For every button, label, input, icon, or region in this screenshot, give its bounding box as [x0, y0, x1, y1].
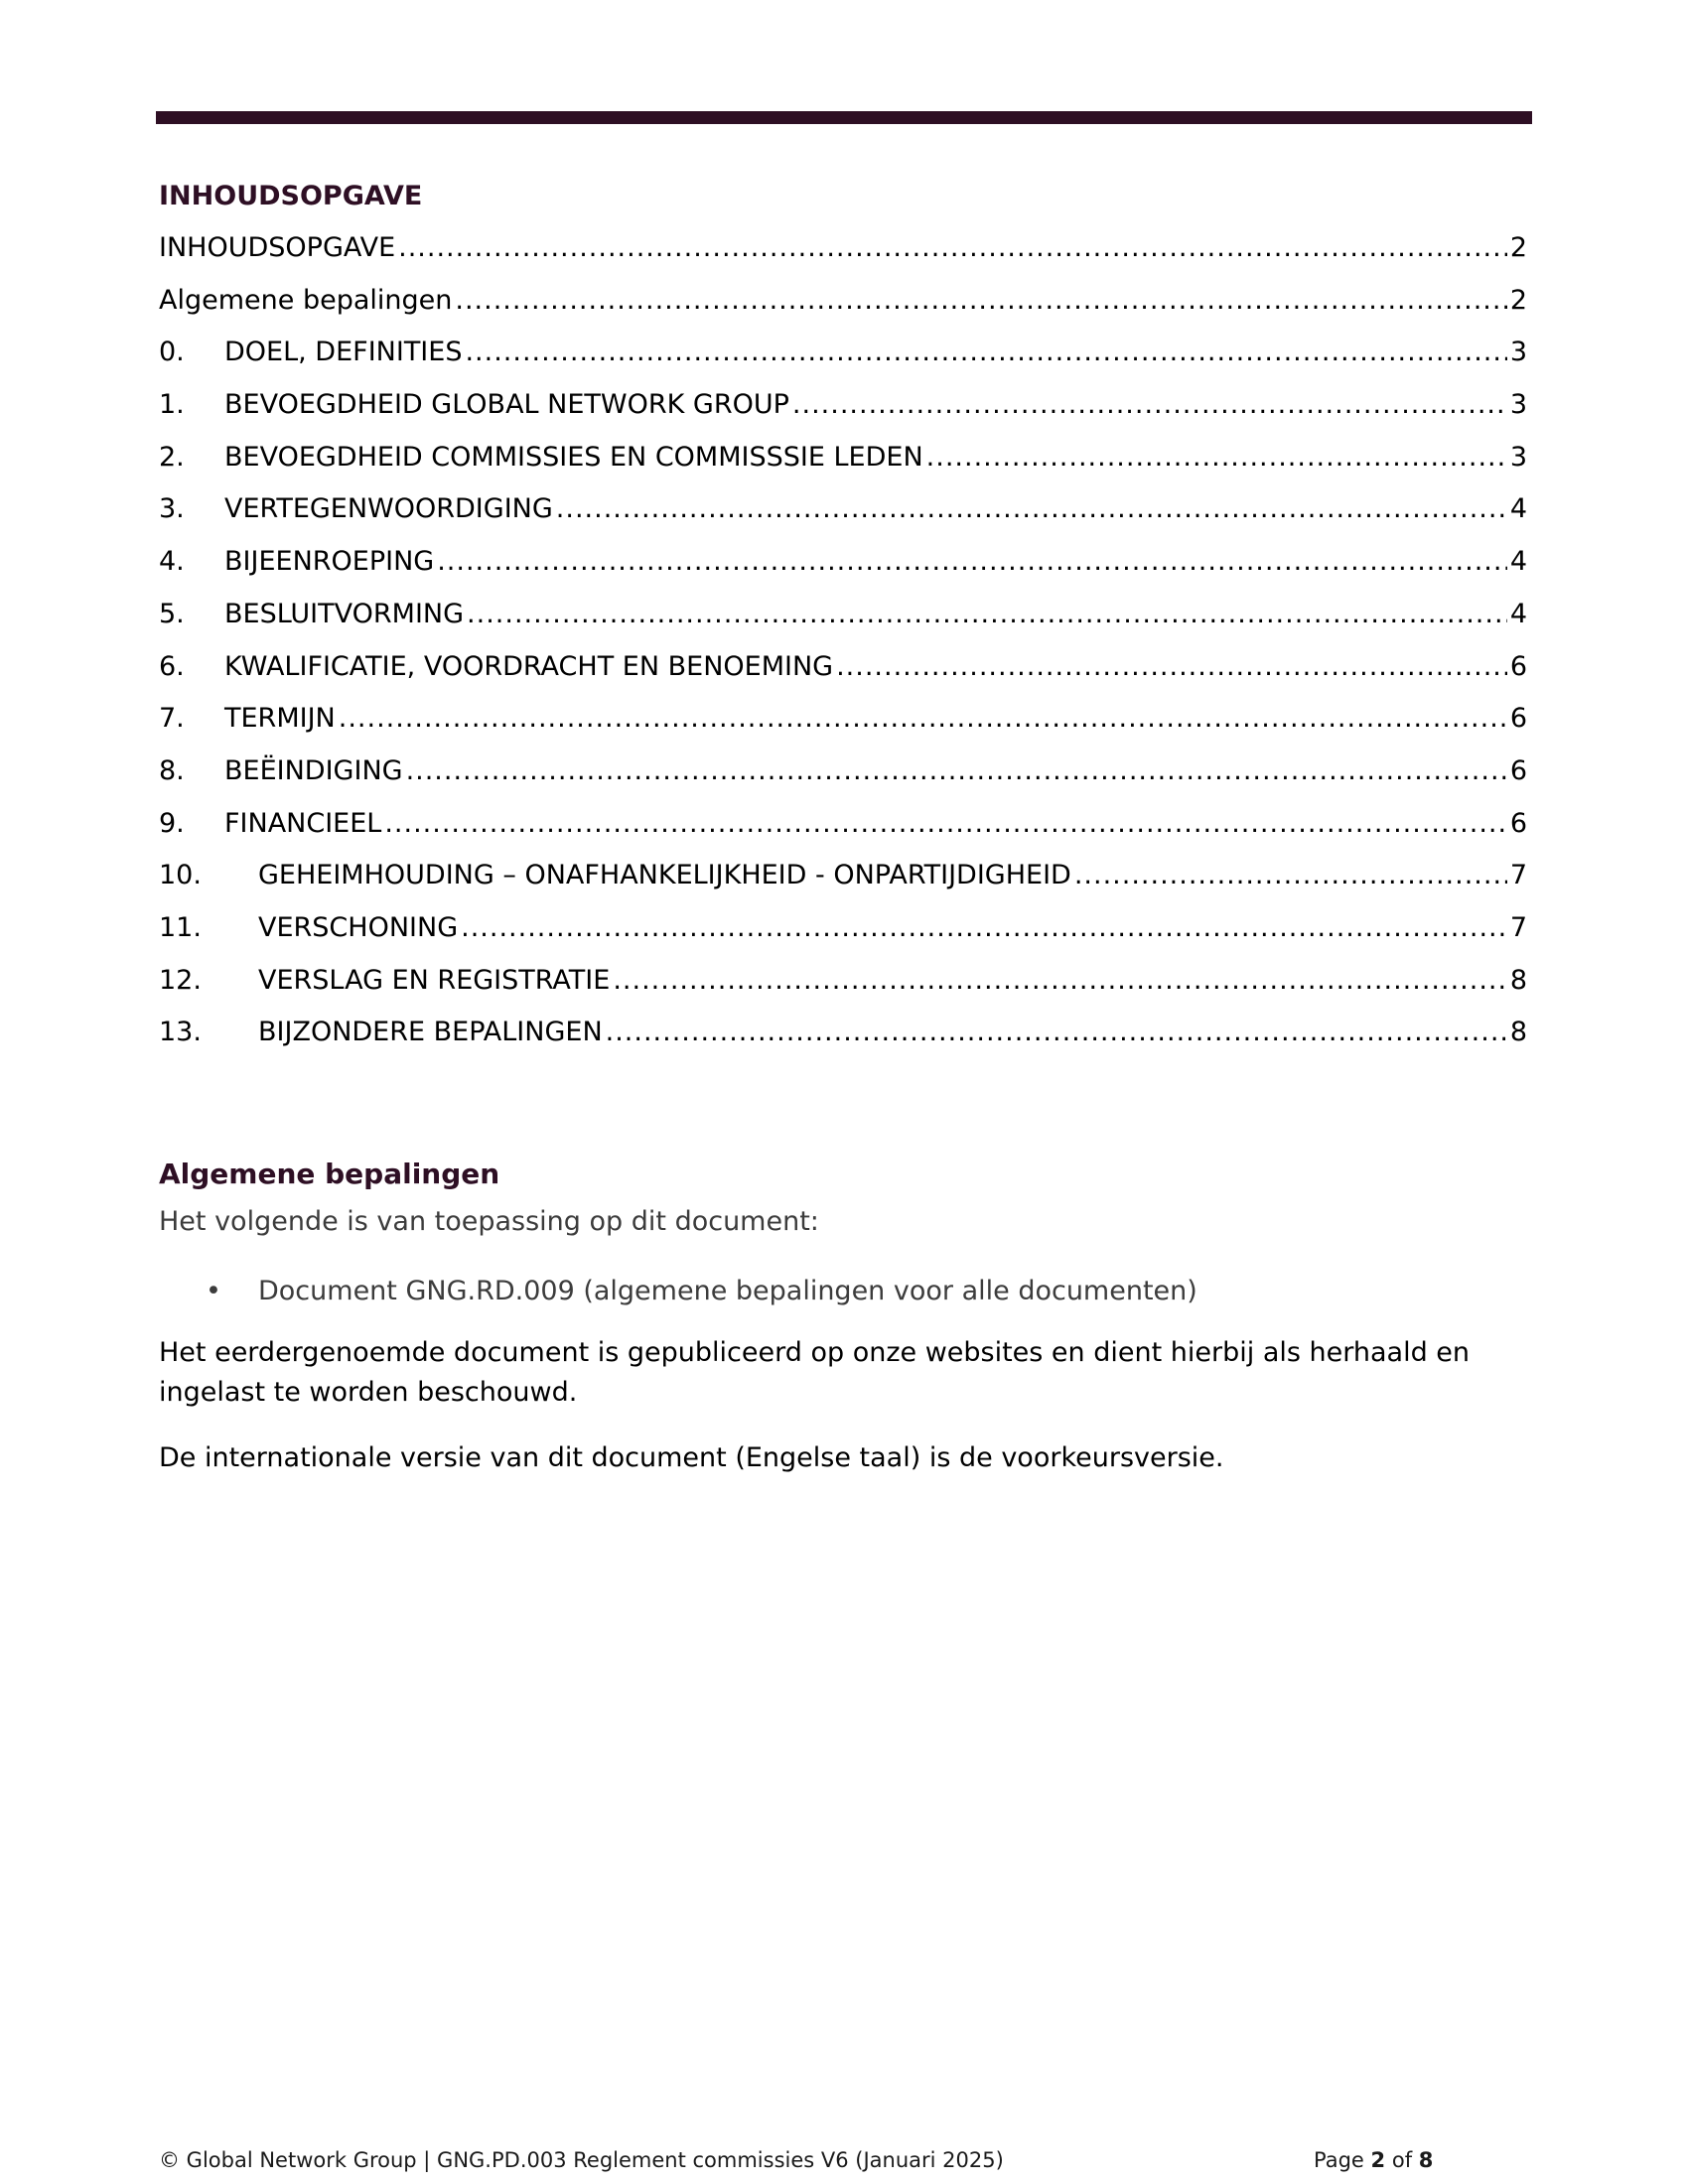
toc-entry-page: 4	[1509, 546, 1527, 578]
section-intro: Het volgende is van toepassing op dit document:	[159, 1206, 819, 1237]
toc-dot-leader	[455, 281, 1506, 321]
table-of-contents	[159, 228, 1527, 1065]
toc-entry-title: INHOUDSOPGAVE	[159, 232, 396, 263]
footer-page-current: 2	[1370, 2148, 1386, 2172]
toc-entry[interactable]	[159, 438, 1527, 490]
toc-dot-leader	[606, 1013, 1507, 1052]
toc-entry-title: Algemene bepalingen	[159, 284, 453, 316]
toc-entry[interactable]	[159, 333, 1527, 385]
toc-entry-number: 4.	[159, 546, 185, 578]
toc-entry-page: 3	[1509, 337, 1527, 368]
toc-entry[interactable]	[159, 489, 1527, 542]
toc-entry[interactable]	[159, 542, 1527, 595]
toc-entry-title: TERMIJN	[224, 703, 336, 735]
toc-entry[interactable]	[159, 385, 1527, 438]
toc-dot-leader	[461, 908, 1507, 948]
toc-entry-number: 6.	[159, 650, 185, 682]
toc-entry[interactable]	[159, 228, 1527, 281]
toc-entry-number: 1.	[159, 389, 185, 421]
toc-entry-number: 0.	[159, 337, 185, 368]
toc-entry-number: 12.	[159, 964, 202, 996]
toc-entry[interactable]	[159, 647, 1527, 700]
toc-entry-title: FINANCIEEL	[224, 807, 382, 839]
list-item	[159, 1272, 1527, 1311]
bullet-text: Document GNG.RD.009 (algemene bepalingen voor alle documenten)	[258, 1276, 1197, 1306]
toc-dot-leader	[613, 961, 1506, 1001]
toc-dot-leader	[406, 751, 1507, 791]
toc-entry-title: BEVOEGDHEID COMMISSIES EN COMMISSSIE LEDEN	[224, 441, 923, 473]
toc-entry-page: 4	[1509, 598, 1527, 629]
toc-entry-page: 2	[1509, 232, 1527, 263]
toc-entry-number: 11.	[159, 911, 202, 943]
toc-entry-page: 8	[1509, 1017, 1527, 1048]
toc-dot-leader	[926, 438, 1507, 478]
toc-entry-title: BESLUITVORMING	[224, 598, 465, 629]
toc-entry-title: BIJEENROEPING	[224, 546, 435, 578]
footer-page-of: of	[1391, 2148, 1413, 2172]
toc-dot-leader	[339, 699, 1507, 739]
paragraph-published: Het eerdergenoemde document is gepubliceerd op onze websites en dient hierbij als herhaald en ingelast te worden beschouwd.	[159, 1337, 1471, 1408]
toc-entry-title: VERSCHONING	[258, 911, 459, 943]
toc-entry-number: 2.	[159, 441, 185, 473]
toc-entry[interactable]	[159, 751, 1527, 804]
toc-entry-page: 4	[1509, 493, 1527, 525]
toc-entry-number: 7.	[159, 703, 185, 735]
toc-dot-leader	[398, 228, 1507, 268]
toc-entry[interactable]	[159, 961, 1527, 1014]
section-heading-algemene-bepalingen: Algemene bepalingen	[159, 1158, 500, 1190]
toc-dot-leader	[556, 489, 1507, 529]
toc-entry-title: KWALIFICATIE, VOORDRACHT EN BENOEMING	[224, 650, 834, 682]
toc-entry-page: 3	[1509, 389, 1527, 421]
toc-entry-number: 9.	[159, 807, 185, 839]
toc-entry-number: 5.	[159, 598, 185, 629]
toc-entry[interactable]	[159, 1013, 1527, 1065]
toc-entry-page: 6	[1509, 703, 1527, 735]
footer-page-total: 8	[1418, 2148, 1434, 2172]
toc-entry[interactable]	[159, 699, 1527, 751]
toc-entry-title: BEËINDIGING	[224, 754, 403, 786]
header-rule	[156, 111, 1532, 124]
toc-dot-leader	[465, 333, 1506, 372]
toc-entry-number: 10.	[159, 860, 202, 891]
toc-entry[interactable]	[159, 595, 1527, 647]
toc-entry-title: GEHEIMHOUDING – ONAFHANKELIJKHEID - ONPARTIJDIGHEID	[258, 860, 1071, 891]
toc-dot-leader	[792, 385, 1507, 425]
toc-entry-page: 6	[1509, 807, 1527, 839]
toc-entry-page: 3	[1509, 441, 1527, 473]
toc-entry[interactable]	[159, 856, 1527, 908]
toc-entry-title: VERSLAG EN REGISTRATIE	[258, 964, 611, 996]
toc-entry[interactable]	[159, 281, 1527, 334]
bullet-marker: •	[206, 1276, 221, 1306]
toc-entry-title: DOEL, DEFINITIES	[224, 337, 463, 368]
toc-entry-number: 3.	[159, 493, 185, 525]
toc-entry-page: 7	[1509, 860, 1527, 891]
toc-dot-leader	[1074, 856, 1507, 895]
toc-entry-title: BEVOEGDHEID GLOBAL NETWORK GROUP	[224, 389, 789, 421]
toc-dot-leader	[836, 647, 1507, 687]
toc-entry-title: VERTEGENWOORDIGING	[224, 493, 553, 525]
toc-heading: INHOUDSOPGAVE	[159, 181, 423, 211]
paragraph-preferred-version: De internationale versie van dit document (Engelse taal) is de voorkeursversie.	[159, 1442, 1224, 1473]
toc-entry[interactable]	[159, 908, 1527, 961]
toc-entry-page: 6	[1509, 650, 1527, 682]
toc-dot-leader	[437, 542, 1507, 582]
toc-entry-title: BIJZONDERE BEPALINGEN	[258, 1017, 603, 1048]
toc-entry-page: 6	[1509, 754, 1527, 786]
bullet-list	[159, 1272, 1527, 1311]
toc-entry-page: 8	[1509, 964, 1527, 996]
toc-entry-page: 7	[1509, 911, 1527, 943]
toc-entry-page: 2	[1509, 284, 1527, 316]
footer-copyright: © Global Network Group | GNG.PD.003 Reglement commissies V6 (Januari 2025)	[159, 2148, 1004, 2172]
toc-entry-number: 13.	[159, 1017, 202, 1048]
footer-page-number	[1314, 2146, 1433, 2174]
toc-dot-leader	[384, 804, 1506, 844]
page-content	[159, 177, 1527, 1478]
toc-entry[interactable]	[159, 804, 1527, 857]
toc-entry-number: 8.	[159, 754, 185, 786]
toc-dot-leader	[467, 595, 1507, 634]
footer-page-label: Page	[1314, 2148, 1364, 2172]
